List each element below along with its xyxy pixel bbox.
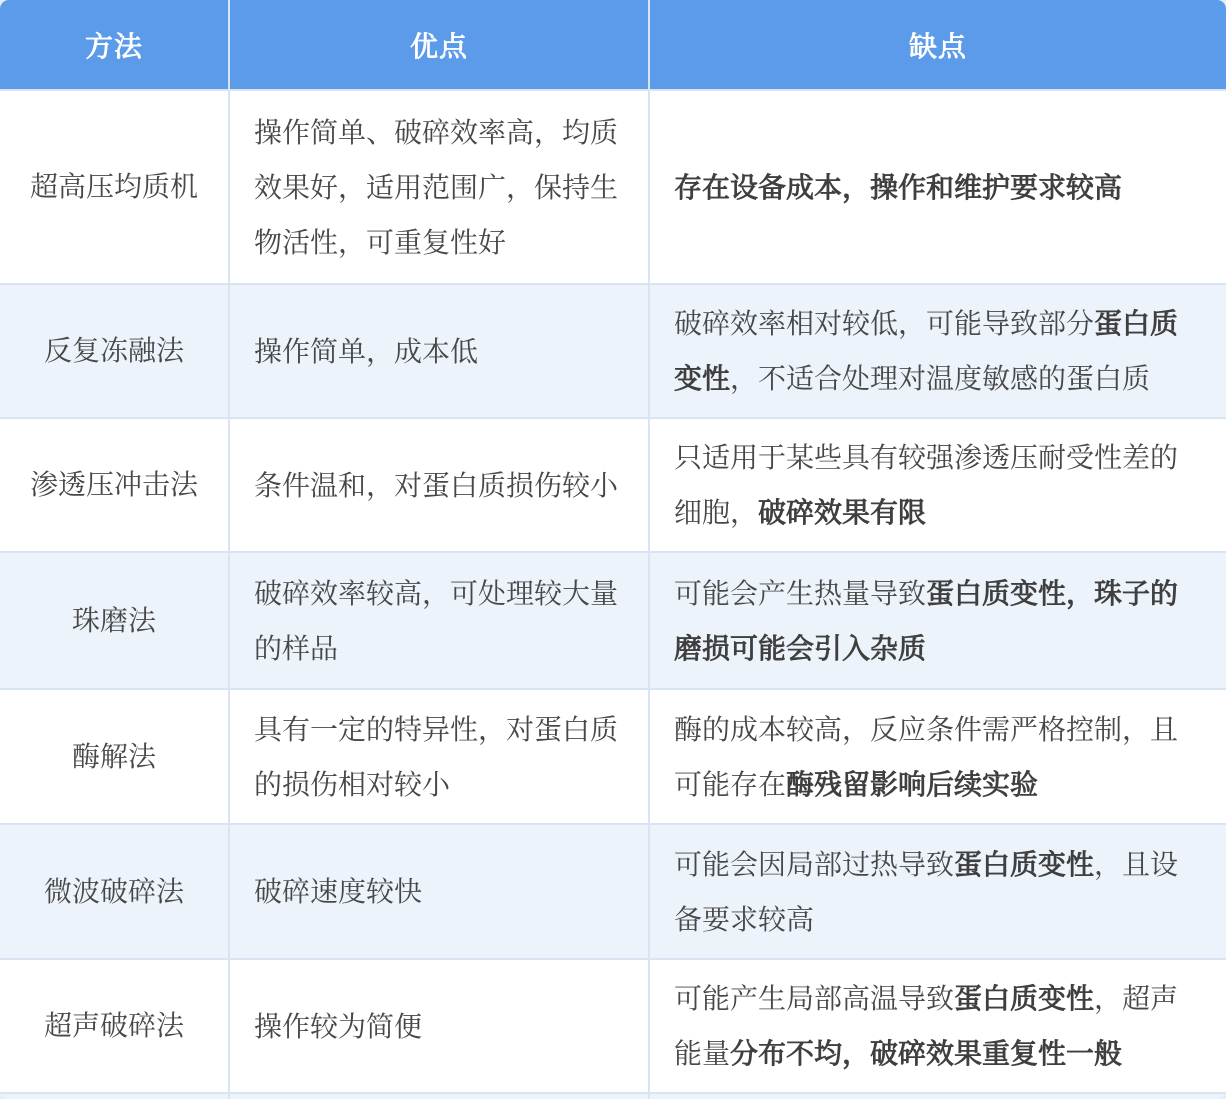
cons-cell bbox=[650, 91, 1226, 283]
cons-cell bbox=[650, 960, 1226, 1092]
cons-text: 可能会因局部过热导致蛋白质变性，且设备要求较高 bbox=[674, 848, 1179, 935]
cons-text: 破碎效率相对较低，可能导致部分蛋白质变性，不适合处理对温度敏感的蛋白质 bbox=[674, 308, 1179, 394]
method-cell: 反复冻融法 bbox=[0, 285, 228, 417]
cutoff-row-cell bbox=[0, 1094, 228, 1099]
method-cell: 珠磨法 bbox=[0, 553, 228, 688]
cons-text: 只适用于某些具有较强渗透压耐受性差的细胞，破碎效果有限 bbox=[674, 442, 1179, 528]
cons-cell bbox=[650, 690, 1226, 823]
method-cell: 渗透压冲击法 bbox=[0, 419, 228, 551]
pros-cell bbox=[230, 553, 648, 688]
pros-cell bbox=[230, 91, 648, 283]
cons-cell bbox=[650, 825, 1226, 958]
method-cell: 微波破碎法 bbox=[0, 825, 228, 958]
method-cell: 酶解法 bbox=[0, 690, 228, 823]
pros-cell bbox=[230, 419, 648, 551]
header-cell-cons: 缺点 bbox=[650, 0, 1226, 89]
pros-text: 操作较为简便 bbox=[254, 1010, 423, 1042]
header-cell-method: 方法 bbox=[0, 0, 228, 89]
pros-cell bbox=[230, 825, 648, 958]
header-cell-pros: 优点 bbox=[230, 0, 648, 89]
pros-cell bbox=[230, 960, 648, 1092]
cutoff-row-cell bbox=[230, 1094, 648, 1099]
cons-cell bbox=[650, 419, 1226, 551]
cons-cell bbox=[650, 285, 1226, 417]
pros-cell bbox=[230, 690, 648, 823]
method-cell: 超声破碎法 bbox=[0, 960, 228, 1092]
cons-text: 可能会产生热量导致蛋白质变性，珠子的磨损可能会引入杂质 bbox=[674, 577, 1179, 664]
pros-text: 破碎速度较快 bbox=[254, 876, 423, 907]
pros-text: 操作简单、破碎效率高，均质效果好，适用范围广，保持生物活性，可重复性好 bbox=[254, 116, 619, 258]
pros-text: 破碎效率较高，可处理较大量的样品 bbox=[254, 577, 619, 664]
pros-text: 具有一定的特异性，对蛋白质的损伤相对较小 bbox=[254, 713, 619, 800]
pros-text: 操作简单，成本低 bbox=[254, 335, 479, 367]
pros-cell bbox=[230, 285, 648, 417]
cons-cell bbox=[650, 553, 1226, 688]
cons-text: 存在设备成本，操作和维护要求较高 bbox=[674, 171, 1123, 203]
cons-text: 可能产生局部高温导致蛋白质变性，超声能量分布不均，破碎效果重复性一般 bbox=[674, 983, 1179, 1069]
method-cell: 超高压均质机 bbox=[0, 91, 228, 283]
pros-text: 条件温和，对蛋白质损伤较小 bbox=[254, 469, 619, 501]
cons-text: 酶的成本较高，反应条件需严格控制，且可能存在酶残留影响后续实验 bbox=[674, 713, 1179, 800]
cutoff-row-cell bbox=[650, 1094, 1226, 1099]
